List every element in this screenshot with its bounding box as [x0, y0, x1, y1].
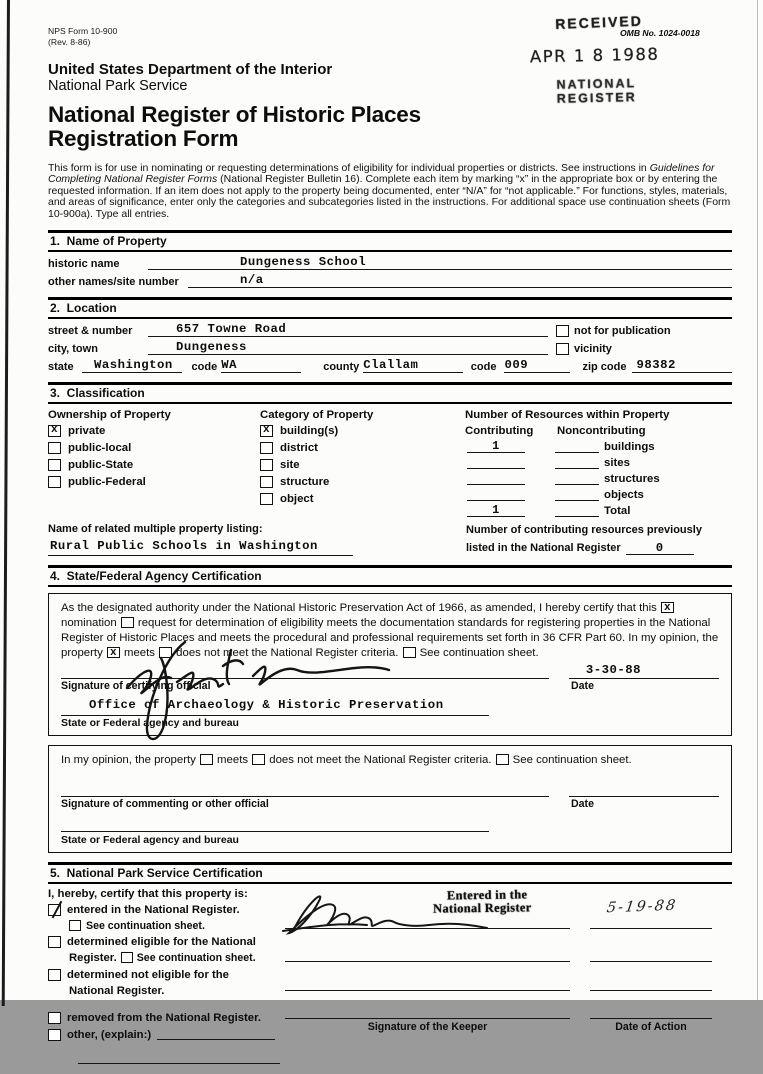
- determined-eligible-checkbox: [48, 936, 61, 948]
- public-federal-checkbox: [48, 476, 61, 488]
- date-of-action-label: Date of Action: [615, 1020, 687, 1033]
- private-checkbox: x: [48, 425, 61, 437]
- resource-row-total: 1 Total: [465, 503, 732, 517]
- certifying-date-line: [569, 678, 719, 679]
- state-row: [48, 357, 732, 373]
- street-value: 657 Towne Road: [176, 321, 287, 336]
- commenting-signature-row: [61, 791, 719, 797]
- category-option-object: [260, 493, 465, 506]
- multiple-property-block: [48, 523, 466, 556]
- state-code-field: [221, 357, 301, 373]
- removed-option: [48, 1012, 298, 1025]
- site-checkbox: [260, 459, 273, 471]
- scan-edge-right: [757, 0, 758, 1000]
- zip-field: [632, 357, 732, 373]
- county-field: [363, 357, 463, 373]
- state-code-value: WA: [221, 357, 237, 372]
- section-5-nps-certification: [48, 862, 732, 1074]
- received-stamp-register: REGISTER: [556, 90, 637, 106]
- instructions-italic-title: Guidelines for Completing National Register Forms: [48, 161, 715, 186]
- entered-stamp-line1: Entered in the: [446, 886, 528, 903]
- form-revision: (Rev. 8-86): [48, 37, 91, 48]
- commenting-official-box: [48, 745, 732, 852]
- ownership-option-private: [48, 425, 260, 438]
- resources-header: Number of Resources within Property: [465, 408, 670, 421]
- determined-eligible-option: [48, 936, 298, 949]
- resource-row-buildings: 1 buildings: [465, 439, 732, 453]
- bureau-name: National Park Service: [48, 78, 188, 95]
- structure-checkbox: [260, 476, 273, 488]
- previously-listed-block: [466, 523, 732, 556]
- determined-not-eligible-label: determined not eligible for the: [67, 968, 229, 981]
- street-field: [148, 321, 548, 337]
- district-checkbox: [260, 442, 273, 454]
- certifying-date-value: 3-30-88: [585, 663, 641, 678]
- vicinity-cell: [548, 343, 732, 355]
- section-2-location: [48, 297, 732, 373]
- opinion-does-not-meet-label: does not meet the National Register criteria.: [269, 754, 492, 767]
- entered-checkbox: [48, 904, 61, 916]
- determined-eligible-line2: Register. See continuation sheet.: [69, 951, 256, 964]
- other-names-field: [188, 272, 732, 288]
- keeper-signature-column: [285, 887, 732, 1033]
- vicinity-checkbox: [556, 343, 569, 355]
- opinion-meets-label: meets: [217, 754, 249, 767]
- eligible-continuation-label: See continuation sheet.: [136, 951, 256, 964]
- commenting-signature-labels: [61, 798, 719, 810]
- category-option-buildings: [260, 425, 465, 438]
- not-for-publication-cell: [548, 325, 732, 337]
- section-2-heading: 2. Location: [48, 300, 732, 319]
- multiple-property-field: [48, 536, 353, 556]
- other-names-label: other names/site number: [48, 275, 179, 288]
- form-title-line1: National Register of Historic Places: [48, 102, 421, 128]
- ownership-header: Ownership of Property: [48, 408, 171, 421]
- continuation-label: See continuation sheet.: [419, 647, 539, 660]
- public-federal-label: public-Federal: [68, 476, 146, 489]
- nomination-label: nomination: [61, 616, 117, 629]
- opinion-does-not-meet-checkbox: [252, 754, 265, 765]
- section-1-heading: 1. Name of Property: [48, 233, 732, 252]
- entered-continuation: [69, 920, 298, 932]
- section-1-name-of-property: [48, 230, 732, 288]
- previously-listed-line2: listed in the National Register 0: [466, 541, 732, 556]
- other-label: other, (explain:): [67, 1028, 152, 1041]
- resources-subheaders: [465, 425, 732, 437]
- entered-date-value: 5-19-88: [605, 897, 679, 916]
- other-blank-line: [78, 1054, 280, 1064]
- entered-stamp-line2: National Register: [432, 899, 532, 916]
- received-stamp-date: APR 1 8 1988: [529, 44, 660, 67]
- department-name: United States Department of the Interior: [48, 61, 333, 79]
- ownership-option-public-local: [48, 442, 260, 455]
- state-code-label: code: [191, 360, 218, 373]
- other-names-value: n/a: [240, 272, 264, 287]
- received-stamp-national: NATIONAL: [556, 76, 637, 92]
- removed-label: removed from the National Register.: [67, 1011, 261, 1024]
- opinion-continuation-checkbox: [496, 754, 509, 765]
- multiple-property-value: Rural Public Schools in Washington: [50, 538, 318, 553]
- certification-text: As the designated authority under the National Historic Preservation Act of 1966, as amended, I hereby certify that this x nomination request for determination of eligibility meets the documentation standards for registering properties in the National Register of Historic Places and meets the procedural and professional requirements set forth in 36 CFR Part 60. In my opinion, the property x meets does not meet the National Register criteria. See continuation sheet.: [61, 601, 719, 660]
- contributing-header: Contributing: [465, 424, 534, 437]
- public-state-label: public-State: [68, 459, 134, 472]
- previously-listed-line1: Number of contributing resources previously: [466, 523, 702, 536]
- form-number: NPS Form 10-900: [48, 26, 118, 36]
- not-for-publication-label: not for publication: [574, 324, 671, 337]
- city-value: Dungeness: [176, 339, 247, 354]
- resource-row-sites: sites: [465, 455, 732, 469]
- site-label: site: [280, 459, 300, 472]
- state-label: state: [48, 360, 74, 373]
- buildings-label: building(s): [280, 425, 339, 438]
- previously-listed-value: 0: [655, 540, 664, 555]
- certifying-signature-labels: [61, 680, 719, 692]
- other-checkbox: [48, 1029, 61, 1041]
- other-names-row: [48, 272, 732, 288]
- city-row: [48, 339, 732, 355]
- city-label: city, town: [48, 342, 98, 355]
- category-option-structure: [260, 476, 465, 489]
- structure-label: structure: [280, 476, 330, 489]
- commenting-agency-label: State or Federal agency and bureau: [61, 833, 239, 846]
- object-checkbox: [260, 493, 273, 505]
- entered-label: entered in the National Register.: [67, 903, 240, 916]
- resources-column: [465, 409, 732, 517]
- nomination-checkbox: x: [661, 602, 674, 613]
- other-explain-line: [157, 1029, 275, 1040]
- public-local-label: public-local: [68, 442, 132, 455]
- continuation-checkbox: [403, 647, 416, 658]
- instructions-part2: (National Register Bulletin 16). Complete each item by marking “x” in the appropriate box or by entering the requested information. If an item does not apply to the property being documented, enter “N/A” for “not applicable.” For functions, styles, materials, and areas of significance, enter only the categories and subcategories listed in the instructions. For additional space use continuation sheets (Form 10-900a). Type all entries.: [48, 173, 731, 220]
- section-3-classification: [48, 382, 732, 556]
- category-option-district: [260, 442, 465, 455]
- certifying-signature-line: [61, 678, 549, 679]
- omb-number: OMB No. 1024-0018: [620, 28, 700, 38]
- historic-name-field: [148, 254, 732, 270]
- county-code-field: [504, 357, 570, 373]
- opinion-text: In my opinion, the property meets does not meet the National Register criteria. See continuation sheet.: [61, 754, 632, 767]
- street-row: [48, 321, 732, 337]
- certifying-official-box: [48, 593, 732, 737]
- commenting-date-label: Date: [571, 797, 594, 810]
- historic-name-label: historic name: [48, 257, 120, 270]
- meets-label: meets: [123, 647, 155, 660]
- public-state-checkbox: [48, 459, 61, 471]
- ownership-option-public-federal: [48, 476, 260, 489]
- entered-continuation-checkbox: [69, 920, 81, 931]
- opinion-continuation-label: See continuation sheet.: [512, 754, 632, 767]
- nps-options-column: [48, 904, 298, 1064]
- does-not-meet-checkbox: [159, 647, 172, 658]
- state-field: [82, 357, 182, 373]
- ownership-option-public-state: [48, 459, 260, 472]
- agency-label: State or Federal agency and bureau: [61, 717, 239, 730]
- district-label: district: [280, 442, 318, 455]
- scan-edge-left: [2, 0, 10, 1006]
- commenting-agency-line: [61, 829, 489, 832]
- meets-checkbox: x: [107, 647, 120, 658]
- historic-name-value: Dungeness School: [240, 254, 367, 269]
- determined-not-eligible-line2: National Register.: [69, 984, 165, 997]
- opinion-meets-checkbox: [200, 754, 213, 765]
- zip-label: zip code: [582, 360, 627, 373]
- county-code-value: 009: [504, 357, 529, 372]
- form-instructions: [48, 163, 732, 221]
- nps-certify-intro: I, hereby, certify that this property is:: [48, 887, 248, 900]
- keeper-row-2: [285, 954, 732, 962]
- eligible-continuation-checkbox: [121, 952, 133, 963]
- county-label: county: [323, 360, 360, 373]
- determined-not-eligible-option: [48, 969, 298, 982]
- keeper-labels: [285, 1021, 732, 1033]
- form-title-line2: Registration Form: [48, 125, 239, 151]
- historic-name-row: [48, 254, 732, 270]
- agency-value-row: [61, 695, 719, 713]
- object-label: object: [280, 493, 314, 506]
- vicinity-label: vicinity: [574, 342, 612, 355]
- section-4-certification: [48, 565, 732, 853]
- private-label: private: [68, 425, 106, 438]
- section-4-heading: 4. State/Federal Agency Certification: [48, 568, 732, 587]
- not-for-publication-checkbox: [556, 325, 569, 337]
- buildings-checkbox: x: [260, 425, 273, 437]
- determined-eligible-label: determined eligible for the National: [67, 935, 256, 948]
- section-3-heading: 3. Classification: [48, 385, 732, 404]
- request-checkbox: [121, 617, 134, 628]
- agency-value: Office of Archaeology & Historic Preservation: [89, 698, 444, 713]
- category-column: [260, 409, 465, 517]
- form-title: [48, 103, 732, 150]
- county-value: Clallam: [363, 357, 419, 372]
- state-value: Washington: [94, 357, 173, 372]
- certifying-signature-label: Signature of certifying official: [61, 680, 211, 693]
- zip-value: 98382: [636, 357, 676, 372]
- agency-line: [61, 713, 489, 716]
- keeper-row-4: [285, 1011, 732, 1019]
- received-stamp-word: RECEIVED: [554, 12, 644, 32]
- resource-row-structures: structures: [465, 471, 732, 485]
- resource-row-objects: objects: [465, 487, 732, 501]
- previously-listed-field: [626, 541, 694, 555]
- section-5-heading: 5. National Park Service Certification: [48, 865, 732, 884]
- commenting-signature-line: [61, 796, 549, 797]
- commenting-signature-label: Signature of commenting or other official: [61, 797, 269, 810]
- category-header: Category of Property: [260, 408, 374, 421]
- multiple-property-label: Name of related multiple property listing:: [48, 522, 263, 535]
- ownership-column: [48, 409, 260, 517]
- certifying-date-label: Date: [571, 680, 594, 693]
- request-label: request for determination of eligibility meets the documentation standards for registering properties in the National Register of Historic Places and meets the procedural and professional requirements set forth in 36 CFR Part 60. In my opinion, the property: [61, 616, 719, 660]
- other-option: [48, 1029, 298, 1042]
- commenting-date-line: [569, 796, 719, 797]
- noncontributing-header: Noncontributing: [557, 424, 646, 437]
- removed-checkbox: [48, 1012, 61, 1024]
- keeper-signature-label: Signature of the Keeper: [367, 1020, 488, 1033]
- city-field: [148, 339, 548, 355]
- street-label: street & number: [48, 324, 133, 337]
- classification-columns: [48, 409, 732, 517]
- keeper-row-3: [285, 983, 732, 991]
- entered-option: [48, 904, 298, 917]
- public-local-checkbox: [48, 442, 61, 454]
- multiple-property-row: [48, 523, 732, 556]
- county-code-label: code: [470, 360, 497, 373]
- determined-not-eligible-checkbox: [48, 969, 61, 981]
- entered-stamp: [433, 888, 532, 915]
- entered-continuation-label: See continuation sheet.: [86, 919, 205, 932]
- category-option-site: [260, 459, 465, 472]
- does-not-meet-label: does not meet the National Register criteria.: [176, 647, 399, 660]
- instructions-part1: This form is for use in nominating or requesting determinations of eligibility for individual properties or districts. See instructions in: [48, 161, 650, 174]
